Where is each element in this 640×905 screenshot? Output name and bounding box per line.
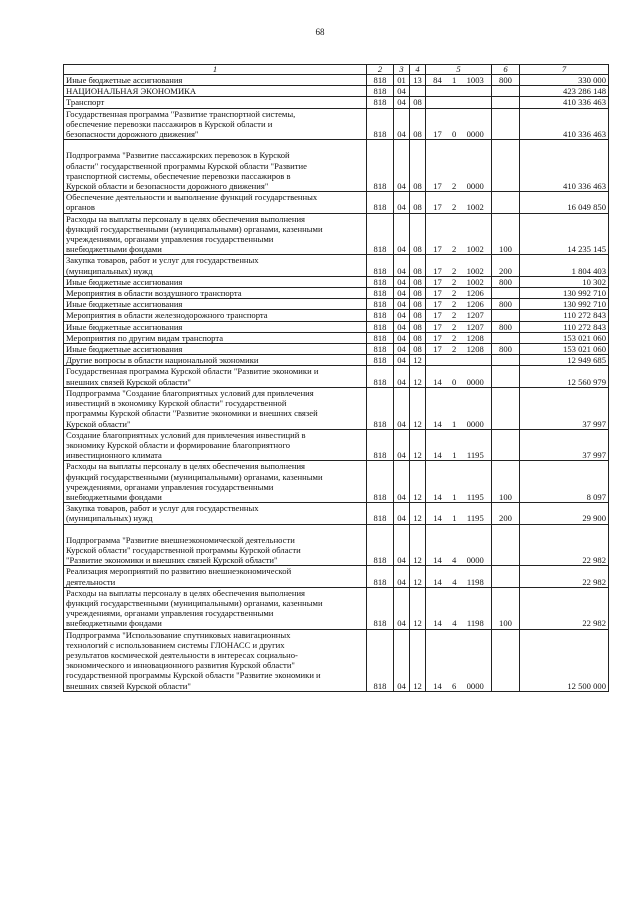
direction-code: 1195 [466, 513, 484, 524]
subsection-code-cell [410, 86, 426, 97]
table-row [64, 366, 609, 387]
expense-type-cell: 800 [492, 299, 520, 310]
program-code: 14 [433, 576, 442, 587]
target-article-cell [426, 86, 492, 97]
expense-type-cell [492, 332, 520, 343]
section-code-cell: 04 [394, 461, 410, 503]
grbs-code-cell: 818 [367, 213, 394, 255]
column-header: 2 [367, 65, 394, 75]
grbs-code-cell: 818 [367, 321, 394, 332]
direction-code: 0000 [466, 418, 484, 429]
table-row [64, 255, 609, 276]
row-name-cell: Иные бюджетные ассигнования [64, 75, 367, 86]
section-code-cell: 04 [394, 387, 410, 429]
expense-type-cell: 800 [492, 75, 520, 86]
program-code: 14 [433, 555, 442, 566]
amount-cell: 29 900 [520, 503, 609, 524]
section-code-cell: 04 [394, 629, 410, 691]
target-article-cell [426, 288, 492, 299]
subsection-code-cell: 08 [410, 108, 426, 140]
table-row [64, 461, 609, 503]
expense-type-cell: 100 [492, 461, 520, 503]
section-code-cell: 04 [394, 566, 410, 587]
target-article-cell [426, 255, 492, 276]
subsection-code-cell: 08 [410, 97, 426, 108]
subprogram-code: 4 [452, 618, 457, 629]
grbs-code-cell: 818 [367, 332, 394, 343]
amount-cell: 22 982 [520, 587, 609, 629]
section-code-cell: 04 [394, 321, 410, 332]
amount-cell: 8 097 [520, 461, 609, 503]
grbs-code-cell: 818 [367, 587, 394, 629]
target-article-cell [426, 310, 492, 321]
section-code-cell: 04 [394, 192, 410, 213]
amount-cell: 153 021 060 [520, 332, 609, 343]
subprogram-code: 2 [452, 202, 457, 213]
grbs-code-cell: 818 [367, 344, 394, 355]
target-article-cell [426, 213, 492, 255]
direction-code: 1002 [466, 202, 484, 213]
row-name-cell: НАЦИОНАЛЬНАЯ ЭКОНОМИКА [64, 86, 367, 97]
grbs-code-cell: 818 [367, 192, 394, 213]
subsection-code-cell: 12 [410, 629, 426, 691]
grbs-code-cell: 818 [367, 310, 394, 321]
table-row [64, 355, 609, 366]
amount-cell: 16 049 850 [520, 192, 609, 213]
row-name-cell: Иные бюджетные ассигнования [64, 276, 367, 287]
amount-cell: 423 286 148 [520, 86, 609, 97]
subsection-code-cell: 08 [410, 288, 426, 299]
program-code: 17 [433, 321, 442, 332]
direction-code: 1206 [466, 299, 484, 310]
row-name-cell: Расходы на выплаты персоналу в целях обеспечения выполнения функций государственными (муниципальными) органами, казенными учреждениями, органами управления государственными внебюджетными фондами [64, 213, 367, 255]
program-code: 14 [433, 376, 442, 387]
row-name-cell: Расходы на выплаты персоналу в целях обеспечения выполнения функций государственными (муниципальными) органами, казенными учреждениями, органами управления государственными внебюджетными фондами [64, 587, 367, 629]
grbs-code-cell: 818 [367, 255, 394, 276]
grbs-code-cell: 818 [367, 387, 394, 429]
subsection-code-cell: 12 [410, 566, 426, 587]
direction-code: 1208 [466, 344, 484, 355]
expense-type-cell: 100 [492, 213, 520, 255]
table-row [64, 288, 609, 299]
table-row [64, 344, 609, 355]
budget-table [63, 64, 609, 692]
subsection-code-cell: 08 [410, 321, 426, 332]
subsection-code-cell: 12 [410, 524, 426, 566]
subprogram-code: 2 [452, 265, 457, 276]
expense-type-cell [492, 192, 520, 213]
target-article-cell [426, 276, 492, 287]
expense-type-cell: 200 [492, 503, 520, 524]
section-code-cell: 04 [394, 255, 410, 276]
grbs-code-cell: 818 [367, 299, 394, 310]
target-article-cell [426, 524, 492, 566]
program-code: 84 [433, 75, 442, 85]
table-row [64, 213, 609, 255]
grbs-code-cell: 818 [367, 288, 394, 299]
section-code-cell: 04 [394, 97, 410, 108]
program-code: 14 [433, 491, 442, 502]
program-code: 17 [433, 276, 442, 287]
subsection-code-cell: 12 [410, 429, 426, 461]
program-code: 17 [433, 288, 442, 299]
grbs-code-cell: 818 [367, 503, 394, 524]
table-row [64, 566, 609, 587]
grbs-code-cell: 818 [367, 566, 394, 587]
expense-type-cell [492, 429, 520, 461]
target-article-cell [426, 344, 492, 355]
program-code: 14 [433, 418, 442, 429]
row-name-cell: Подпрограмма "Использование спутниковых навигационных технологий с использованием системы ГЛОНАСС и других результатов космической деятельности в интересах социально- экономического и инновационного развития Курской области" государственной программы Курской области "Развитие экономики и внешних связей Курской области" [64, 629, 367, 691]
subsection-code-cell: 12 [410, 387, 426, 429]
amount-cell: 130 992 710 [520, 288, 609, 299]
row-name-cell: Мероприятия в области железнодорожного транспорта [64, 310, 367, 321]
amount-cell: 1 804 403 [520, 255, 609, 276]
row-name-cell: Другие вопросы в области национальной экономики [64, 355, 367, 366]
subprogram-code: 2 [452, 276, 457, 287]
row-name-cell: Иные бюджетные ассигнования [64, 321, 367, 332]
program-code: 17 [433, 129, 442, 140]
direction-code: 1002 [466, 265, 484, 276]
direction-code: 1003 [466, 75, 484, 85]
subprogram-code: 2 [452, 310, 457, 321]
table-row [64, 387, 609, 429]
section-code-cell: 04 [394, 299, 410, 310]
grbs-code-cell: 818 [367, 108, 394, 140]
amount-cell: 14 235 145 [520, 213, 609, 255]
subprogram-code: 4 [452, 576, 457, 587]
section-code-cell: 04 [394, 587, 410, 629]
amount-cell: 130 992 710 [520, 299, 609, 310]
row-name-cell: Государственная программа Курской области "Развитие экономики и внешних связей Курской области" [64, 366, 367, 387]
expense-type-cell [492, 310, 520, 321]
subsection-code-cell: 08 [410, 213, 426, 255]
grbs-code-cell: 818 [367, 366, 394, 387]
target-article-cell [426, 461, 492, 503]
target-article-cell [426, 429, 492, 461]
grbs-code-cell: 818 [367, 97, 394, 108]
expense-type-cell: 200 [492, 255, 520, 276]
row-name-cell: Обеспечение деятельности и выполнение функций государственных органов [64, 192, 367, 213]
program-code: 14 [433, 513, 442, 524]
section-code-cell: 04 [394, 288, 410, 299]
subsection-code-cell: 08 [410, 299, 426, 310]
column-number-row [64, 65, 609, 75]
row-name-cell: Закупка товаров, работ и услуг для государственных (муниципальных) нужд [64, 503, 367, 524]
target-article-cell [426, 75, 492, 86]
direction-code: 1198 [466, 576, 484, 587]
direction-code: 1002 [466, 244, 484, 255]
direction-code: 1195 [466, 450, 484, 461]
subsection-code-cell: 12 [410, 355, 426, 366]
expense-type-cell [492, 288, 520, 299]
subprogram-code: 1 [452, 491, 457, 502]
program-code: 14 [433, 618, 442, 629]
direction-code: 1206 [466, 288, 484, 299]
subprogram-code: 1 [452, 418, 457, 429]
column-header: 5 [426, 65, 492, 75]
expense-type-cell [492, 566, 520, 587]
amount-cell: 22 982 [520, 524, 609, 566]
table-row [64, 310, 609, 321]
grbs-code-cell: 818 [367, 461, 394, 503]
section-code-cell: 04 [394, 86, 410, 97]
row-name-cell: Иные бюджетные ассигнования [64, 344, 367, 355]
amount-cell: 153 021 060 [520, 344, 609, 355]
row-name-cell: Государственная программа "Развитие транспортной системы, обеспечение перевозки пассажиров в Курской области и безопасности дорожного движения" [64, 108, 367, 140]
subsection-code-cell: 08 [410, 310, 426, 321]
direction-code: 1207 [466, 310, 484, 321]
expense-type-cell [492, 524, 520, 566]
direction-code: 1208 [466, 332, 484, 343]
expense-type-cell [492, 629, 520, 691]
amount-cell: 110 272 843 [520, 310, 609, 321]
grbs-code-cell: 818 [367, 429, 394, 461]
expense-type-cell: 800 [492, 276, 520, 287]
target-article-cell [426, 140, 492, 192]
amount-cell: 12 500 000 [520, 629, 609, 691]
amount-cell: 330 000 [520, 75, 609, 86]
target-article-cell [426, 299, 492, 310]
table-row [64, 299, 609, 310]
subprogram-code: 2 [452, 299, 457, 310]
row-name-cell: Подпрограмма "Создание благоприятных условий для привлечения инвестиций в экономику Курской области" государственной программы Курской области "Развитие экономики и внешних связей Курской области" [64, 387, 367, 429]
expense-type-cell [492, 108, 520, 140]
row-name-cell: Мероприятия в области воздушного транспорта [64, 288, 367, 299]
grbs-code-cell: 818 [367, 355, 394, 366]
subsection-code-cell: 08 [410, 276, 426, 287]
table-row [64, 503, 609, 524]
expense-type-cell: 100 [492, 587, 520, 629]
target-article-cell [426, 97, 492, 108]
column-header: 3 [394, 65, 410, 75]
section-code-cell: 04 [394, 344, 410, 355]
row-name-cell: Реализация мероприятий по развитию внешнеэкономической деятельности [64, 566, 367, 587]
grbs-code-cell: 818 [367, 75, 394, 86]
subprogram-code: 1 [452, 75, 457, 85]
program-code: 14 [433, 450, 442, 461]
target-article-cell [426, 629, 492, 691]
amount-cell: 10 302 [520, 276, 609, 287]
table-row [64, 192, 609, 213]
expense-type-cell [492, 355, 520, 366]
subprogram-code: 4 [452, 555, 457, 566]
section-code-cell: 04 [394, 429, 410, 461]
table-row [64, 86, 609, 97]
section-code-cell: 04 [394, 276, 410, 287]
expense-type-cell: 800 [492, 344, 520, 355]
subprogram-code: 0 [452, 129, 457, 140]
direction-code: 1195 [466, 491, 484, 502]
row-name-cell: Мероприятия по другим видам транспорта [64, 332, 367, 343]
table-row [64, 108, 609, 140]
subprogram-code: 2 [452, 244, 457, 255]
table-row [64, 629, 609, 691]
expense-type-cell [492, 97, 520, 108]
table-row [64, 75, 609, 86]
direction-code: 0000 [466, 129, 484, 140]
column-header: 6 [492, 65, 520, 75]
subsection-code-cell: 12 [410, 503, 426, 524]
section-code-cell: 04 [394, 524, 410, 566]
amount-cell: 22 982 [520, 566, 609, 587]
program-code: 17 [433, 244, 442, 255]
amount-cell: 410 336 463 [520, 108, 609, 140]
subprogram-code: 2 [452, 344, 457, 355]
section-code-cell: 04 [394, 503, 410, 524]
program-code: 17 [433, 299, 442, 310]
target-article-cell [426, 321, 492, 332]
direction-code: 1207 [466, 321, 484, 332]
direction-code: 0000 [466, 680, 484, 691]
section-code-cell: 04 [394, 213, 410, 255]
grbs-code-cell: 818 [367, 524, 394, 566]
target-article-cell [426, 503, 492, 524]
row-name-cell: Расходы на выплаты персоналу в целях обеспечения выполнения функций государственными (муниципальными) органами, казенными учреждениями, органами управления государственными внебюджетными фондами [64, 461, 367, 503]
target-article-cell [426, 387, 492, 429]
target-article-cell [426, 192, 492, 213]
amount-cell: 410 336 463 [520, 140, 609, 192]
amount-cell: 410 336 463 [520, 97, 609, 108]
subprogram-code: 0 [452, 376, 457, 387]
amount-cell: 110 272 843 [520, 321, 609, 332]
target-article-cell [426, 566, 492, 587]
amount-cell: 37 997 [520, 387, 609, 429]
subprogram-code: 2 [452, 181, 457, 192]
page-number: 68 [315, 27, 325, 37]
table-row [64, 429, 609, 461]
subsection-code-cell: 08 [410, 255, 426, 276]
amount-cell: 12 949 685 [520, 355, 609, 366]
grbs-code-cell: 818 [367, 140, 394, 192]
section-code-cell: 01 [394, 75, 410, 86]
row-name-cell: Закупка товаров, работ и услуг для государственных (муниципальных) нужд [64, 255, 367, 276]
direction-code: 0000 [466, 181, 484, 192]
expense-type-cell [492, 86, 520, 97]
grbs-code-cell: 818 [367, 276, 394, 287]
program-code: 17 [433, 332, 442, 343]
target-article-cell [426, 587, 492, 629]
subprogram-code: 6 [452, 680, 457, 691]
table-row [64, 587, 609, 629]
subprogram-code: 2 [452, 288, 457, 299]
direction-code: 0000 [466, 376, 484, 387]
expense-type-cell [492, 387, 520, 429]
expense-type-cell [492, 366, 520, 387]
section-code-cell: 04 [394, 310, 410, 321]
section-code-cell: 04 [394, 366, 410, 387]
subsection-code-cell: 12 [410, 366, 426, 387]
subsection-code-cell: 12 [410, 587, 426, 629]
direction-code: 1002 [466, 276, 484, 287]
direction-code: 1198 [466, 618, 484, 629]
expense-type-cell: 800 [492, 321, 520, 332]
grbs-code-cell: 818 [367, 629, 394, 691]
program-code: 17 [433, 202, 442, 213]
table-body [64, 75, 609, 692]
program-code: 17 [433, 265, 442, 276]
subsection-code-cell: 12 [410, 461, 426, 503]
section-code-cell: 04 [394, 108, 410, 140]
expense-type-cell [492, 140, 520, 192]
column-header: 1 [64, 65, 367, 75]
table-row [64, 332, 609, 343]
target-article-cell [426, 332, 492, 343]
row-name-cell: Транспорт [64, 97, 367, 108]
program-code: 17 [433, 181, 442, 192]
subprogram-code: 2 [452, 321, 457, 332]
grbs-code-cell: 818 [367, 86, 394, 97]
column-header: 4 [410, 65, 426, 75]
table-row [64, 97, 609, 108]
subsection-code-cell: 08 [410, 344, 426, 355]
row-name-cell: Подпрограмма "Развитие пассажирских перевозок в Курской области" государственной программы Курской области "Развитие транспортной системы, обеспечение перевозки пассажиров в Курской области и безопасности дорожного движения" [64, 140, 367, 192]
subprogram-code: 2 [452, 332, 457, 343]
table-row [64, 276, 609, 287]
program-code: 17 [433, 344, 442, 355]
row-name-cell: Подпрограмма "Развитие внешнеэкономической деятельности Курской области" государственной программы Курской области "Развитие экономики и внешних связей Курской области" [64, 524, 367, 566]
subsection-code-cell: 13 [410, 75, 426, 86]
subprogram-code: 1 [452, 450, 457, 461]
table-row [64, 321, 609, 332]
column-header: 7 [520, 65, 609, 75]
section-code-cell: 04 [394, 140, 410, 192]
subsection-code-cell: 08 [410, 192, 426, 213]
table-row [64, 524, 609, 566]
subprogram-code: 1 [452, 513, 457, 524]
target-article-cell [426, 355, 492, 366]
section-code-cell: 04 [394, 355, 410, 366]
target-article-cell [426, 108, 492, 140]
target-article-cell [426, 366, 492, 387]
row-name-cell: Иные бюджетные ассигнования [64, 299, 367, 310]
amount-cell: 37 997 [520, 429, 609, 461]
subsection-code-cell: 08 [410, 332, 426, 343]
program-code: 14 [433, 680, 442, 691]
program-code: 17 [433, 310, 442, 321]
amount-cell: 12 560 979 [520, 366, 609, 387]
section-code-cell: 04 [394, 332, 410, 343]
direction-code: 0000 [466, 555, 484, 566]
table-row [64, 140, 609, 192]
row-name-cell: Создание благоприятных условий для привлечения инвестиций в экономику Курской области и формирование благоприятного инвестиционного климата [64, 429, 367, 461]
subsection-code-cell: 08 [410, 140, 426, 192]
